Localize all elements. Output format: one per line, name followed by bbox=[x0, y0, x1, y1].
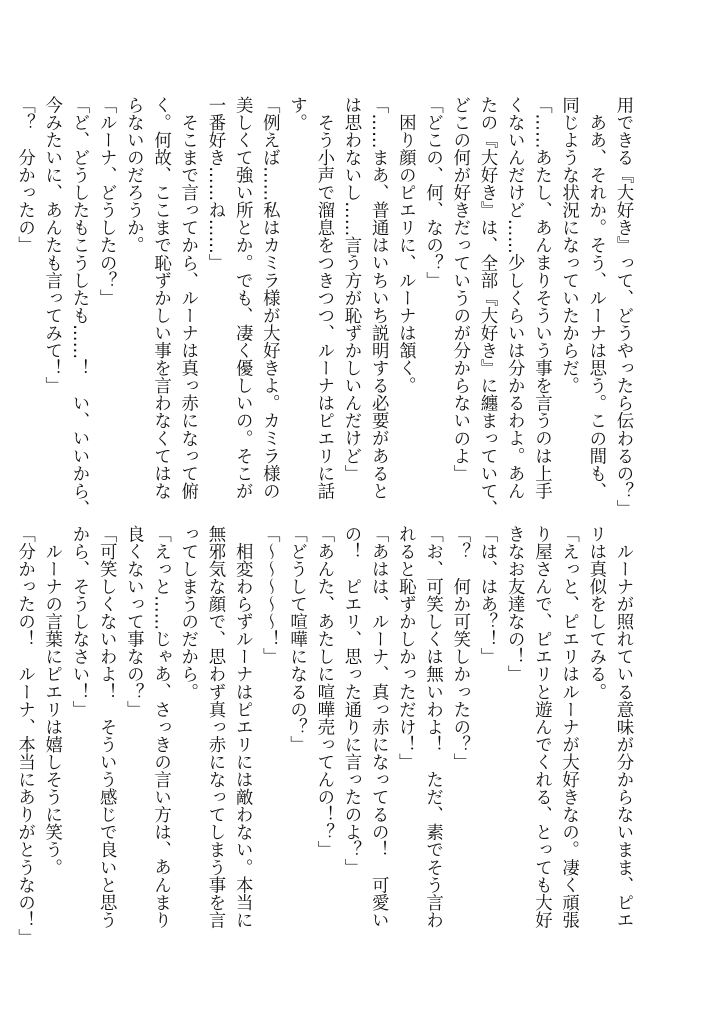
text-line: ってしまうのだから。 bbox=[177, 525, 198, 701]
text-line: 「……まあ、普通はいちいち説明する必要があると bbox=[368, 96, 389, 500]
text-line: 「お、可笑しくは無いわよ！ ただ、素でそう言わ bbox=[422, 525, 443, 929]
text-line: たの『大好き』は、全部『大好き』に纏まっていて、 bbox=[476, 96, 497, 518]
text-line: 「どこの、何、なの？」 bbox=[422, 96, 443, 290]
text-line: す。 bbox=[286, 96, 307, 132]
text-line: 一番好き……ね……」 bbox=[204, 96, 225, 272]
text-line: らないのだろうか。 bbox=[123, 96, 144, 254]
text-line: 「～～～～～！」 bbox=[259, 525, 280, 666]
text-line: そう小声で溜息をつきつつ、ルーナはピエリに話 bbox=[313, 96, 334, 500]
text-line: 美しくて強い所とか。でも、凄く優しいの。そこが bbox=[232, 96, 253, 500]
text-line: 無邪気な顔で、思わず真っ赤になってしまう事を言 bbox=[204, 525, 225, 929]
text-line: 同じような状況になっていたからだ。 bbox=[558, 96, 579, 395]
text-line: そこまで言ってから、ルーナは真っ赤になって俯 bbox=[177, 96, 198, 500]
text-line: ルーナが照れている意味が分からないまま、ピエ bbox=[613, 525, 633, 929]
text-line: 「可笑しくないわよ！ そういう感じで良いと思う bbox=[96, 525, 117, 929]
text-line: 良くないって事なの？」 bbox=[123, 525, 144, 719]
text-line: きなお友達なの！」 bbox=[504, 525, 525, 683]
text-line: 「ルーナ、どうしたの？」 bbox=[96, 96, 117, 307]
text-block-bottom bbox=[14, 525, 636, 947]
text-line: 相変わらずルーナはピエリには敵わない。本当に bbox=[232, 525, 253, 929]
text-line: れると恥ずかしかっただけ！」 bbox=[395, 525, 416, 771]
text-block-top bbox=[14, 96, 636, 518]
text-line: 困り顔のピエリに、ルーナは頷く。 bbox=[395, 96, 416, 395]
text-line: 「あはは、ルーナ、真っ赤になってるの！ 可愛い bbox=[368, 525, 389, 929]
text-line: 「あんた、あたしに喧嘩売ってんの！？」 bbox=[313, 525, 334, 859]
text-line: は思わないし……言う方が恥ずかしいんだけど」 bbox=[340, 96, 361, 483]
text-line: 「分かったの！ ルーナ、本当にありがとうなの！」 bbox=[14, 525, 35, 947]
text-line: ああ、それか。そう、ルーナは思う。この間も、 bbox=[585, 96, 606, 500]
text-line: の！ ピエリ、思った通りに言ったのよ？」 bbox=[340, 525, 361, 876]
text-line: どこの何が好きだっていうのが分からないのよ」 bbox=[449, 96, 470, 483]
text-line: 「えっと……じゃあ、さっきの言い方は、あんまり bbox=[150, 525, 171, 929]
text-line: 「？ 分かったの」 bbox=[14, 96, 35, 254]
text-line: 今みたいに、あんたも言ってみて！」 bbox=[41, 96, 62, 395]
text-line: く。何故、ここまで恥ずかしい事を言わなくてはな bbox=[150, 96, 171, 500]
text-line: から、そうしなさい！」 bbox=[68, 525, 89, 719]
text-line: 「どうして喧嘩になるの？」 bbox=[286, 525, 307, 754]
text-line: 「えっと、ピエリはルーナが大好きなの。凄く頑張 bbox=[558, 525, 579, 929]
text-line: 「……あたし、あんまりそういう事を言うのは上手 bbox=[531, 96, 552, 500]
text-line: リは真似をしてみる。 bbox=[585, 525, 606, 701]
text-line: くないんだけど……少しくらいは分かるわよ。あん bbox=[504, 96, 525, 500]
text-line: 「ど、どうしたもこうしたも……！ い、いいから、 bbox=[68, 96, 89, 518]
text-line: 「例えば……私はカミラ様が大好きよ。カミラ様の bbox=[259, 96, 280, 500]
text-line: 用できる『大好き』って、どうやったら伝わるの？」 bbox=[613, 96, 633, 518]
text-line: ルーナの言葉にピエリは嬉しそうに笑う。 bbox=[41, 525, 62, 876]
text-line: 「？ 何か可笑しかったの？」 bbox=[449, 525, 470, 771]
text-line: 「は、はあ？！」 bbox=[476, 525, 497, 666]
text-line: り屋さんで、ピエリと遊んでくれる、とっても大好 bbox=[531, 525, 552, 929]
